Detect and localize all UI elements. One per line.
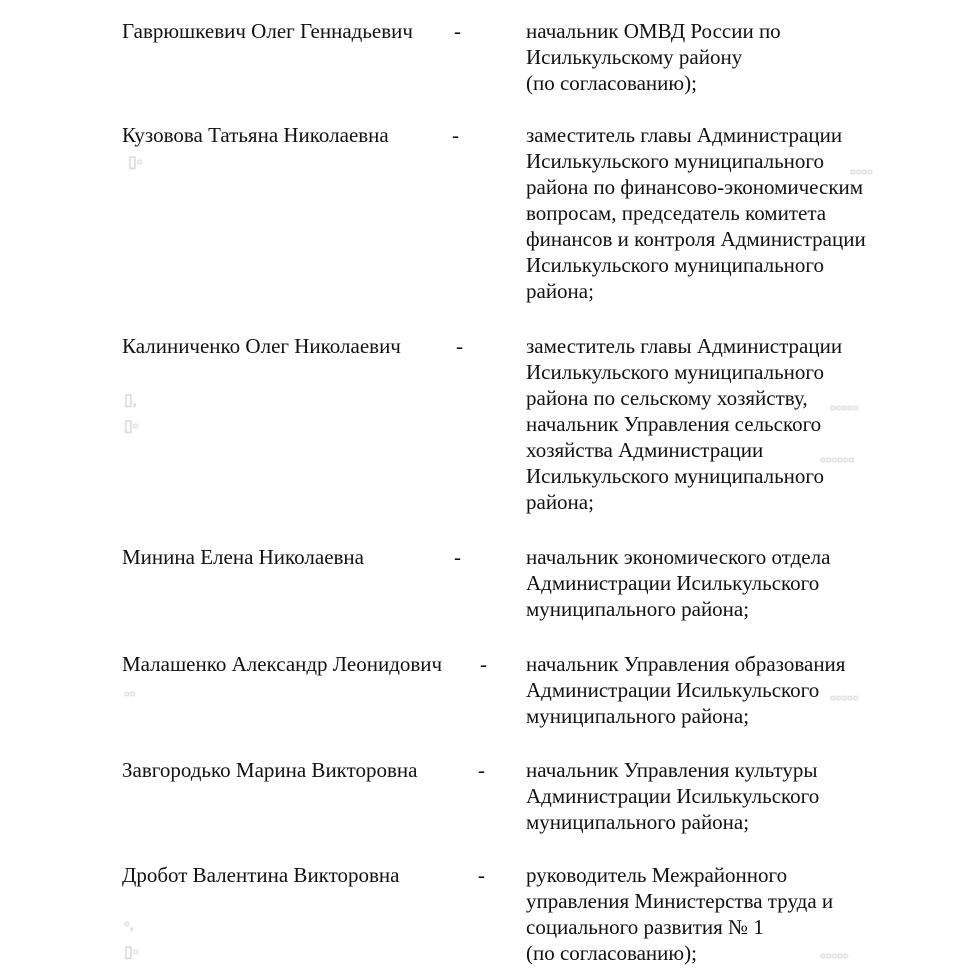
member-name: Кузовова Татьяна Николаевна: [122, 123, 389, 147]
position-line: вопросам, председатель комитета: [526, 201, 827, 225]
position-line: начальник Управления культуры: [526, 758, 818, 782]
position-line: района;: [526, 490, 594, 514]
scan-bleed-mark: ▯▫: [124, 418, 139, 435]
position-line: финансов и контроля Администрации: [526, 227, 866, 251]
position-line: руководитель Межрайонного: [526, 863, 788, 887]
position-line: начальник экономического отдела: [526, 545, 831, 569]
position-line: района по финансово-экономическим: [526, 175, 864, 199]
member-position: [526, 757, 819, 835]
separator-dash: -: [454, 545, 461, 569]
scan-bleed-mark: ▯▫: [124, 944, 139, 961]
scan-bleed-mark: ▫▫▫▫▫: [830, 690, 859, 707]
position-line: (по согласованию);: [526, 71, 697, 95]
position-line: Исилькульского муниципального: [526, 149, 824, 173]
member-position: [526, 862, 833, 966]
scan-bleed-mark: ▫▫▫▫▫▫: [820, 452, 855, 469]
position-line: Исилькульского муниципального: [526, 464, 824, 488]
member-name: Минина Елена Николаевна: [122, 545, 364, 569]
member-position: [526, 544, 830, 622]
position-line: социального развития № 1: [526, 915, 764, 939]
separator-dash: -: [478, 863, 485, 887]
position-line: муниципального района;: [526, 704, 750, 728]
position-line: начальник Управления образования: [526, 652, 846, 676]
scan-bleed-mark: ▫▫: [124, 686, 136, 703]
scan-bleed-mark: ▫▫▫▫▫: [820, 948, 849, 965]
member-position: [526, 651, 845, 729]
position-line: района;: [526, 279, 594, 303]
position-line: хозяйства Администрации: [526, 438, 764, 462]
position-line: начальник ОМВД России по: [526, 19, 781, 43]
member-name: Гаврюшкевич Олег Геннадьевич: [122, 19, 413, 43]
separator-dash: -: [480, 652, 487, 676]
scan-bleed-mark: ▯,: [124, 392, 137, 409]
member-position: [526, 18, 781, 96]
position-line: заместитель главы Администрации: [526, 123, 843, 147]
member-name: Калиниченко Олег Николаевич: [122, 334, 401, 358]
position-line: Исилькульскому району: [526, 45, 743, 69]
separator-dash: -: [478, 758, 485, 782]
scan-bleed-mark: ▫▫▫▫▫: [830, 400, 859, 417]
member-name: Завгородько Марина Викторовна: [122, 758, 418, 782]
position-line: управления Министерства труда и: [526, 889, 834, 913]
separator-dash: -: [454, 19, 461, 43]
scan-bleed-mark: ▫,: [124, 916, 134, 933]
position-line: Исилькульского муниципального: [526, 360, 824, 384]
separator-dash: -: [456, 334, 463, 358]
position-line: заместитель главы Администрации: [526, 334, 843, 358]
separator-dash: -: [452, 123, 459, 147]
position-line: Администрации Исилькульского: [526, 571, 820, 595]
position-line: района по сельскому хозяйству,: [526, 386, 808, 410]
position-line: Администрации Исилькульского: [526, 678, 820, 702]
scan-bleed-mark: ▯▫: [128, 154, 143, 171]
member-position: [526, 333, 842, 515]
member-position: [526, 122, 866, 304]
position-line: Исилькульского муниципального: [526, 253, 824, 277]
member-name: Малашенко Александр Леонидович: [122, 652, 443, 676]
position-line: Администрации Исилькульского: [526, 784, 820, 808]
member-name: Дробот Валентина Викторовна: [122, 863, 400, 887]
position-line: муниципального района;: [526, 597, 750, 621]
position-line: начальник Управления сельского: [526, 412, 822, 436]
scan-bleed-mark: ▫▫▫▫: [850, 164, 873, 181]
position-line: муниципального района;: [526, 810, 750, 834]
position-line: (по согласованию);: [526, 941, 697, 965]
